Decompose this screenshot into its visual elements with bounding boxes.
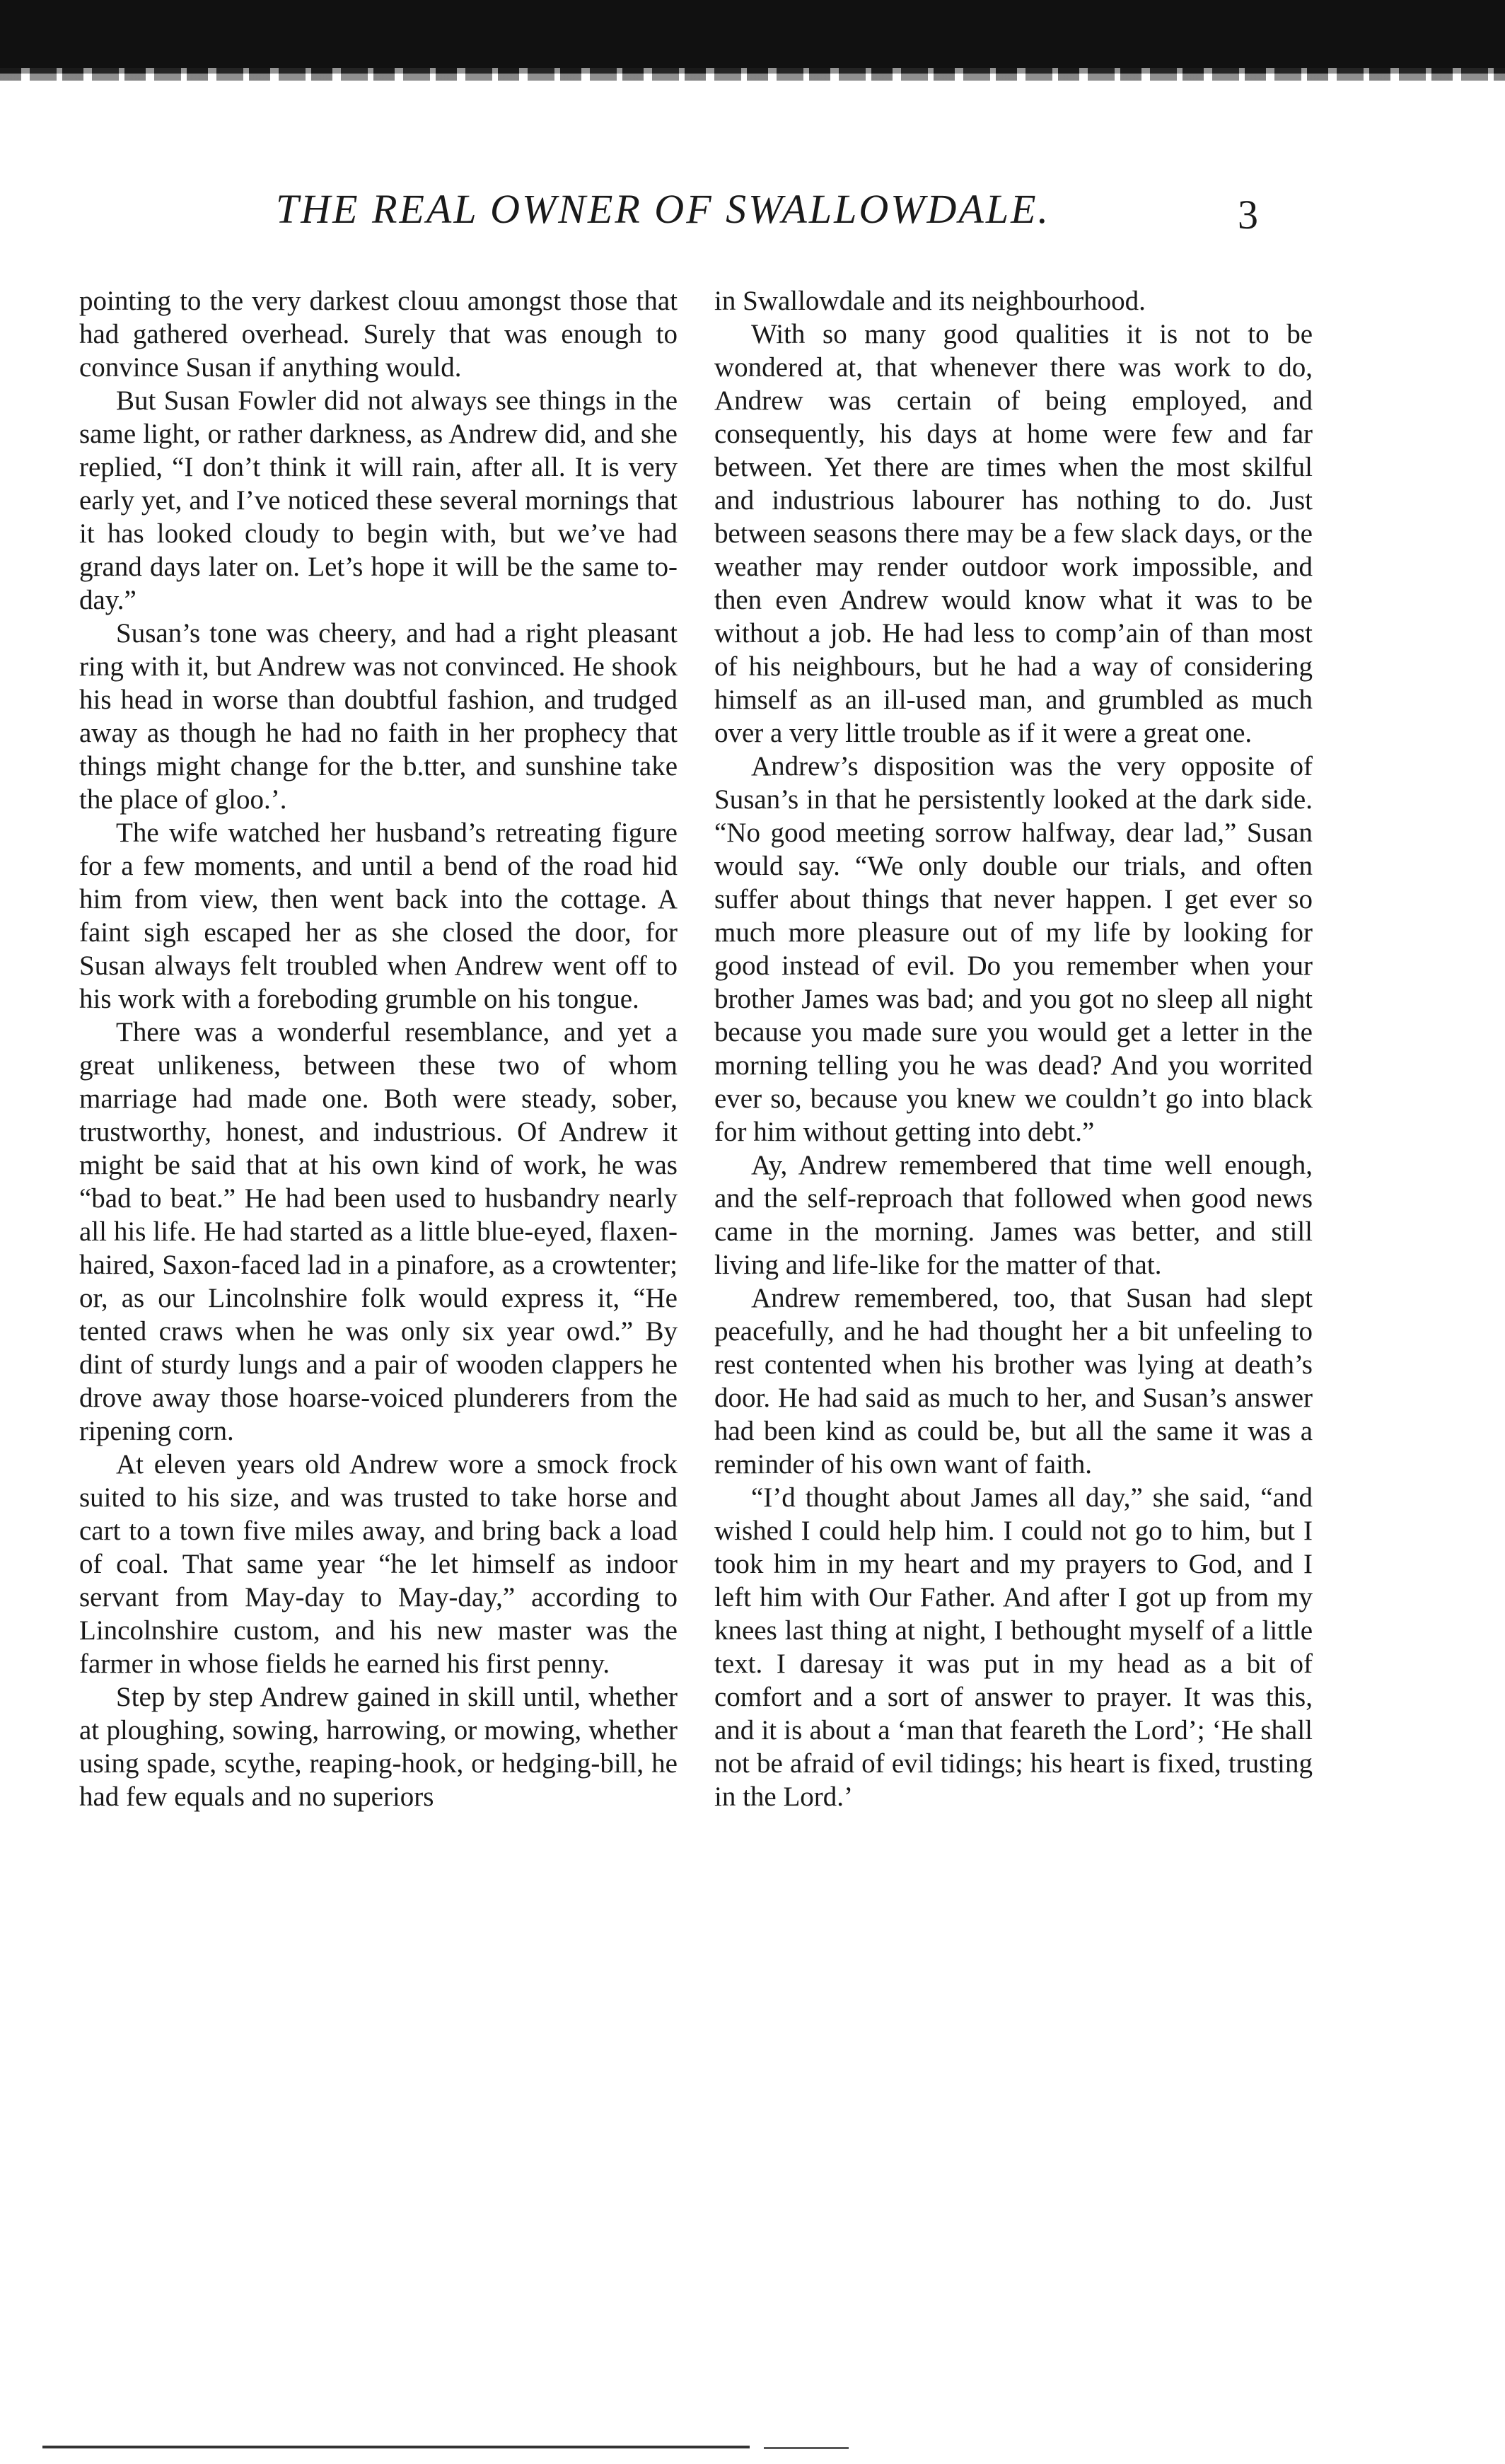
paragraph: But Susan Fowler did not always see things in the same light, or rather darkness, as Andrew did, and she replied, “I don’t think it will rain, after all. It is very early yet, and I’ve noticed these several mornings that it has looked cloudy to begin with, but we’ve had grand days later on. Let’s hope it will be the same to-day.” [79,385,678,615]
top-scan-band [0,0,1505,74]
paragraph: The wife watched her husband’s retreating figure for a few moments, and until a bend of the road hid him from view, then went back into the cottage. A faint sigh escaped her as she closed the door, for Susan always felt troubled when Andrew went off to his work with a foreboding grumble on his tongue. [79,818,678,1014]
page-header [0,185,1505,242]
paragraph: in Swallowdale and its neighbourhood. [714,286,1146,316]
paragraph: There was a wonderful resemblance, and yet a great unlikeness, between these two of whom marriage had made one. Both were steady, sober, trustworthy, honest, and industrious. Of Andrew it might be said that at his own kind of work, he was “bad to beat.” He had been used to husbandry nearly all his life. He had started as a little blue-eyed, flaxen-haired, Saxon-faced lad in a pinafore, as a crowtenter; or, as our Lincolnshire folk would express it, “He tented craws when he was only six year owd.” By dint of sturdy lungs and a pair of wooden clappers he drove away those hoarse-voiced plunderers from the ripening corn. [79,1017,678,1446]
running-title: THE REAL OWNER OF SWALLOWDALE. [276,186,1051,232]
paragraph: Susan’s tone was cheery, and had a right pleasant ring with it, but Andrew was not convinced. He shook his head in worse than doubtful fashion, and trudged away as though he had no faith in her prophecy that things might change for the b.tter, and sunshine take the place of gloo.’. [79,618,678,815]
paragraph: Andrew remembered, too, that Susan had slept peacefully, and he had thought her a bit unfeeling to rest contented when his brother was lying at death’s door. He had said as much to her, and Susan’s answer had been kind as could be, but all the same it was a reminder of his own want of faith. [714,1283,1313,1480]
bottom-rule [764,2447,849,2449]
bottom-rule [42,2446,750,2448]
paragraph: pointing to the very darkest clouu amongst those that had gathered overhead. Surely that was enough to convince Susan if anything would. [79,286,678,383]
paragraph: Ay, Andrew remembered that time well enough, and the self-reproach that followed when good news came in the morning. James was better, and still living and life-like for the matter of that. [714,1150,1313,1280]
paragraph: Andrew’s disposition was the very opposite of Susan’s in that he persistently looked at the dark side. “No good meeting sorrow halfway, dear lad,” Susan would say. “We only double our trials, and often suffer about things that never happen. I get ever so much more pleasure out of my life by looking for good instead of evil. Do you remember when your brother James was bad; and you got no sleep all night because you made sure you would get a letter in the morning telling you he was dead? And you worrited ever so, because you knew we couldn’t go into black for him without getting into debt.” [714,751,1313,1147]
paragraph: With so many good qualities it is not to be wondered at, that whenever there was work to do, Andrew was certain of being employed, and consequently, his days at home were few and far between. Yet there are times when the most skilful and industrious labourer has nothing to do. Just between seasons there may be a few slack days, or the weather may render outdoor work impossible, and then even Andrew would know what it was to be without a job. He had less to comp’ain of than most of his neighbours, but he had a way of considering himself as an ill-used man, and grumbled as much over a very little trouble as if it were a great one. [714,319,1313,748]
paragraph: Step by step Andrew gained in skill until, whether at ploughing, sowing, harrowing, or mowing, whether using spade, scythe, reaping-hook, or hedging-bill, he had few equals and no superiors [79,1682,678,1812]
left-column [79,284,678,1813]
top-scan-band-edge [0,68,1505,81]
paragraph: At eleven years old Andrew wore a smock frock suited to his size, and was trusted to take horse and cart to a town five miles away, and bring back a load of coal. That same year “he let himself as indoor servant from May-day to May-day,” according to Lincolnshire custom, and his new master was the farmer in whose fields he earned his first penny. [79,1449,678,1679]
paragraph: “I’d thought about James all day,” she said, “and wished I could help him. I could not go to him, but I took him in my heart and my prayers to God, and I left him with Our Father. And after I got up from my knees last thing at night, I bethought myself of a little text. I daresay it was put in my head as a bit of comfort and a sort of answer to prayer. It was this, and it is about a ‘man that feareth the Lord’; ‘He shall not be afraid of evil tidings; his heart is fixed, trusting in the Lord.’ [714,1482,1313,1812]
page-number: 3 [1238,192,1258,238]
right-column [714,284,1313,1813]
